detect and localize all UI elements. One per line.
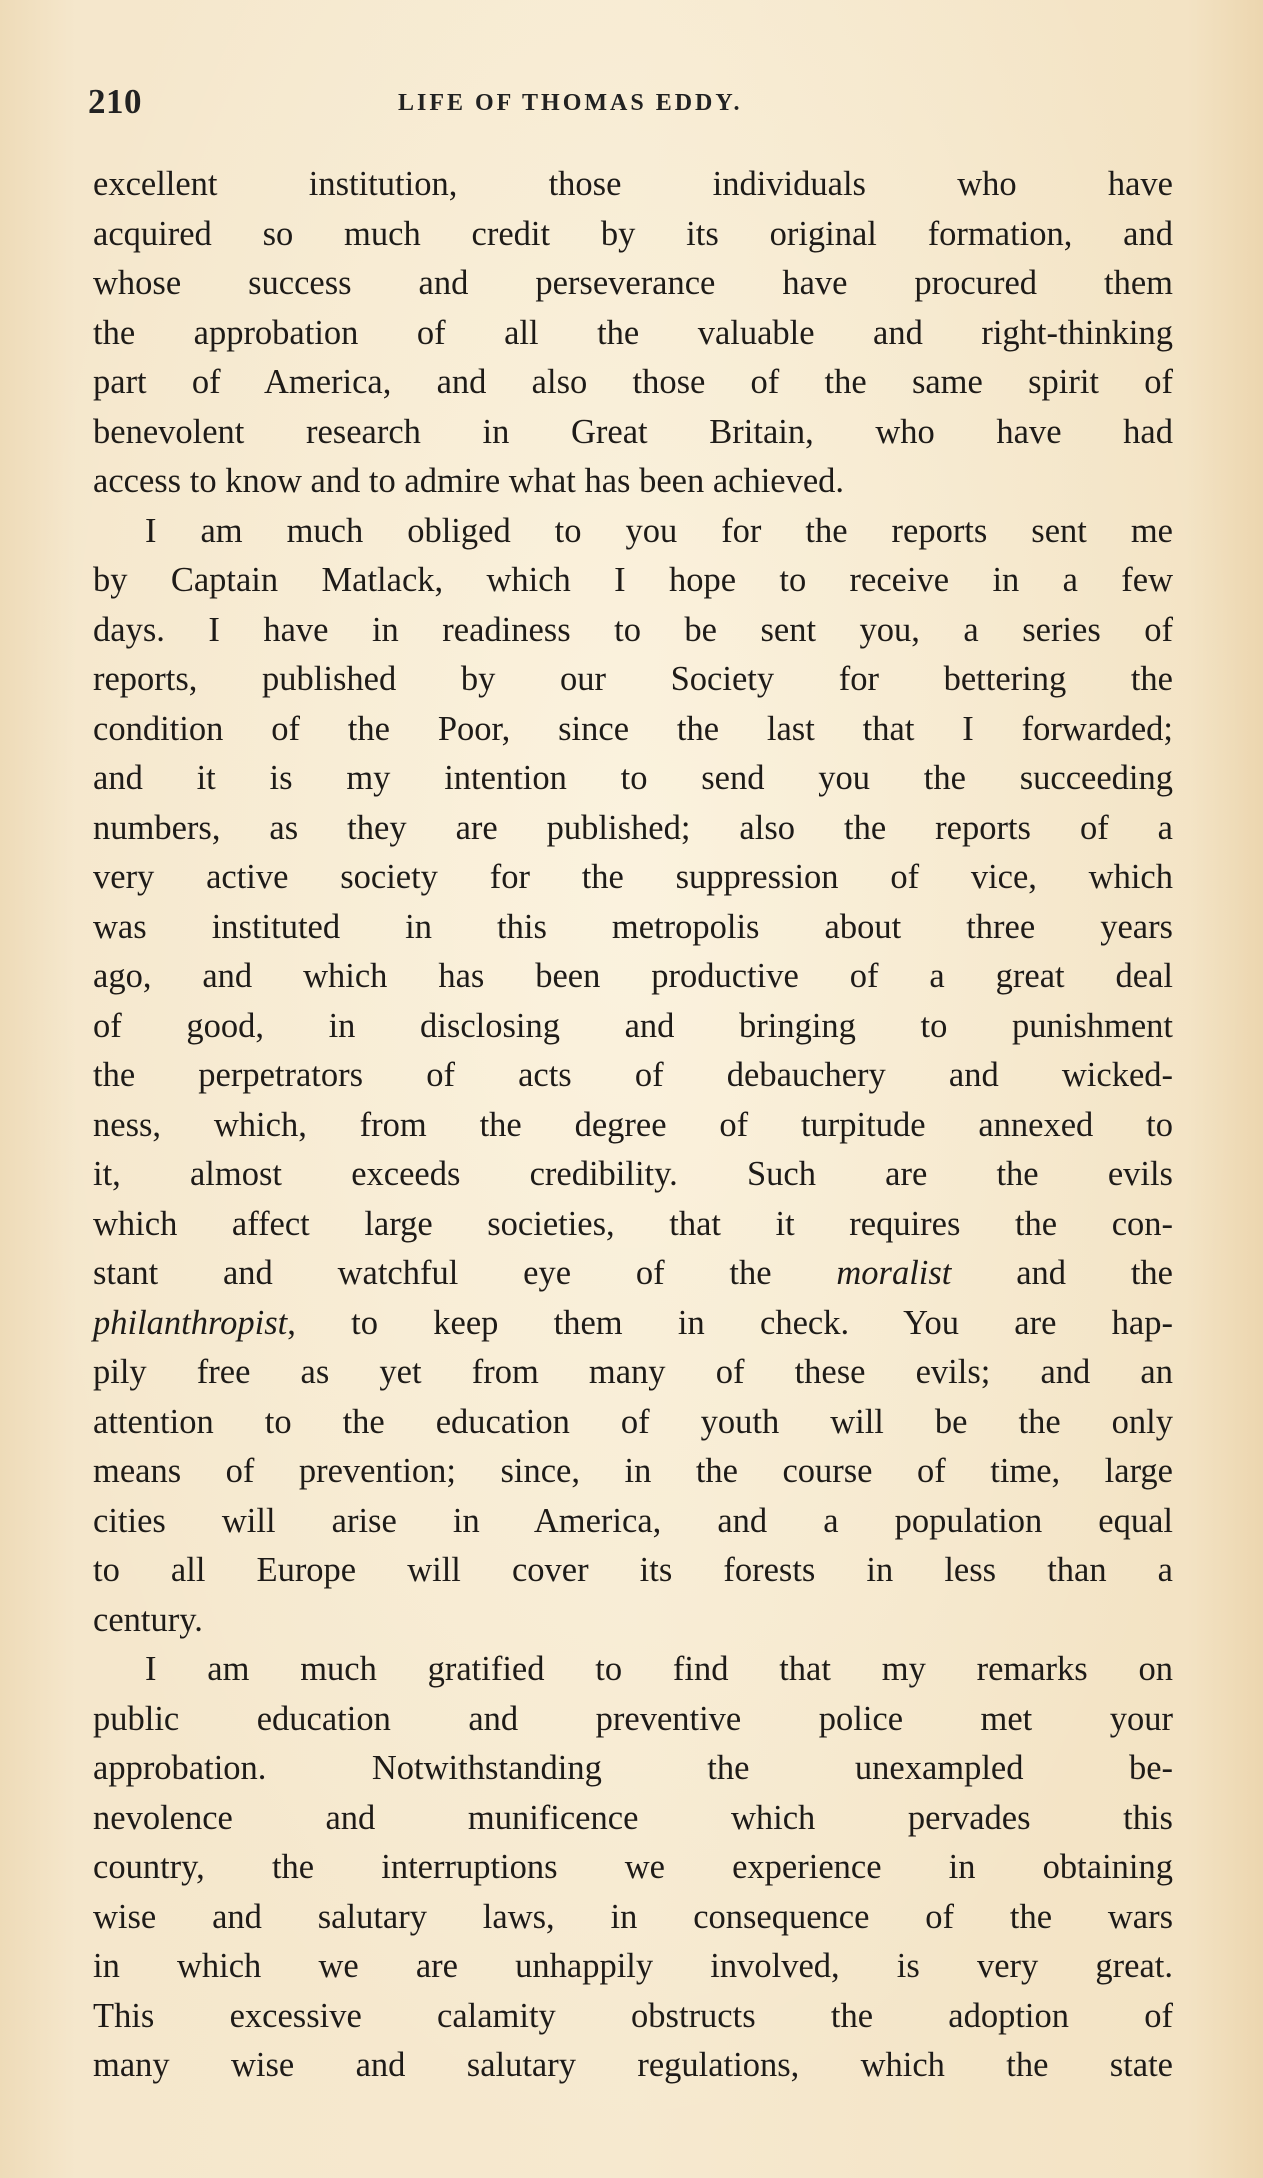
text-line: nevolence and munificence which pervades this — [93, 1798, 1173, 1837]
text-line: cities will arise in America, and a population equal — [93, 1501, 1173, 1540]
italic-term: philanthropist — [93, 1303, 288, 1342]
text-line: approbation. Notwithstanding the unexampled be- — [93, 1749, 1173, 1787]
text-line: of good, in disclosing and bringing to punishment — [93, 1006, 1173, 1045]
text-segment: , to keep them in check. You are hap- — [287, 1303, 1173, 1342]
text-line: public education and preventive police met your — [93, 1699, 1173, 1738]
text-line: pily free as yet from many of these evils; and an — [93, 1353, 1173, 1391]
text-line — [93, 1249, 1173, 1299]
text-line: whose success and perseverance have procured them — [93, 264, 1173, 302]
text-line: means of prevention; since, in the course of time, large — [93, 1452, 1173, 1490]
running-head — [88, 82, 1180, 130]
text-line: which affect large societies, that it requires the con- — [93, 1204, 1173, 1243]
text-line: it, almost exceeds credibility. Such are the evils — [93, 1155, 1173, 1193]
text-line: I am much gratified to find that my remarks on — [145, 1650, 1173, 1688]
text-line: condition of the Poor, since the last that I forwarded; — [93, 709, 1173, 748]
text-line: access to know and to admire what has been achieved. — [93, 462, 845, 500]
text-line: the perpetrators of acts of debauchery and wicked- — [93, 1056, 1173, 1094]
text-line: excellent institution, those individuals who have — [93, 165, 1173, 203]
text-line: wise and salutary laws, in consequence of the wars — [93, 1897, 1173, 1936]
body-text — [93, 160, 1173, 2091]
text-line: ago, and which has been productive of a great deal — [93, 957, 1173, 995]
page-number: 210 — [88, 82, 142, 121]
text-line — [93, 1299, 1173, 1349]
text-line: days. I have in readiness to be sent you, a series of — [93, 610, 1173, 649]
running-title: LIFE OF THOMAS EDDY. — [398, 90, 743, 116]
text-segment: and the — [951, 1254, 1173, 1292]
text-line: was instituted in this metropolis about three years — [93, 907, 1173, 946]
italic-term: moralist — [836, 1254, 952, 1292]
text-line: attention to the education of youth will be the only — [93, 1402, 1173, 1441]
text-line: the approbation of all the valuable and right-thinking — [93, 313, 1173, 352]
text-line: in which we are unhappily involved, is very great. — [93, 1947, 1173, 1985]
text-line: century. — [93, 1600, 203, 1639]
text-line: and it is my intention to send you the succeeding — [93, 759, 1173, 797]
text-line: acquired so much credit by its original formation, and — [93, 214, 1173, 253]
text-line: very active society for the suppression of vice, which — [93, 858, 1173, 896]
text-line: I am much obliged to you for the reports sent me — [145, 511, 1173, 550]
text-line: country, the interruptions we experience in obtaining — [93, 1848, 1173, 1886]
text-line: to all Europe will cover its forests in less than a — [93, 1551, 1173, 1589]
text-line: many wise and salutary regulations, which the state — [93, 2046, 1173, 2084]
text-line: reports, published by our Society for bettering the — [93, 660, 1173, 698]
text-line: benevolent research in Great Britain, who have had — [93, 412, 1173, 451]
text-line: numbers, as they are published; also the reports of a — [93, 808, 1173, 847]
text-line: part of America, and also those of the same spirit of — [93, 363, 1173, 401]
text-line: ness, which, from the degree of turpitude annexed to — [93, 1105, 1173, 1144]
text-line: This excessive calamity obstructs the adoption of — [93, 1996, 1173, 2035]
text-line: by Captain Matlack, which I hope to receive in a few — [93, 561, 1173, 599]
text-segment: stant and watchful eye of the — [93, 1254, 837, 1292]
